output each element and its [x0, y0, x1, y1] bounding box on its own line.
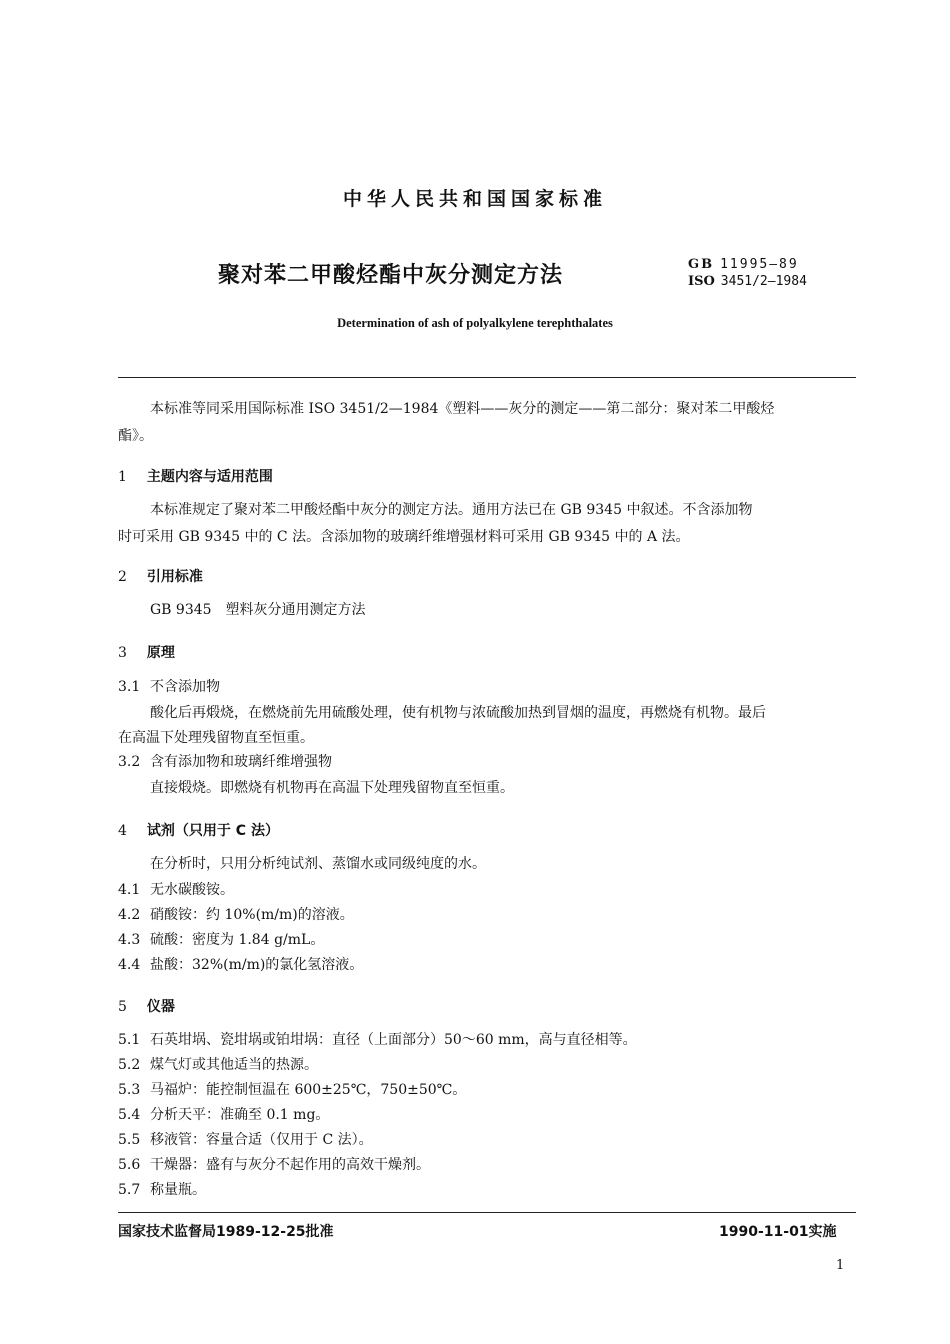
section-1-heading: [118, 466, 273, 486]
clause-number: 5.1: [118, 1032, 141, 1048]
clause-5-4: [118, 1108, 329, 1122]
clause-text: 含有添加物和玻璃纤维增强物: [150, 754, 332, 770]
clause-4-3: [118, 933, 324, 947]
iso-label: ISO: [688, 274, 715, 289]
section-2-heading: [118, 566, 203, 586]
clause-number: 5.4: [118, 1107, 141, 1123]
clause-5-1: [118, 1033, 637, 1047]
clause-4-2: [118, 908, 354, 922]
clause-5-6: [118, 1158, 430, 1172]
clause-3-2: [118, 755, 332, 769]
document-title: 聚对苯二甲酸烃酯中灰分测定方法: [218, 263, 564, 288]
clause-number: 5.3: [118, 1082, 141, 1098]
clause-5-2: [118, 1058, 318, 1072]
approval-date: 国家技术监督局1989-12-25批准: [118, 1224, 334, 1240]
intro-line-1: 本标准等同采用国际标准 ISO 3451/2—1984《塑料——灰分的测定——第二部分：聚对苯二甲酸烃: [150, 401, 775, 417]
effective-date: 1990-11-01实施: [719, 1224, 837, 1240]
clause-text: 分析天平：准确至 0.1 mg。: [150, 1107, 330, 1123]
section-1-line-2: 时可采用 GB 9345 中的 C 法。含添加物的玻璃纤维增强材料可采用 GB 9345 中的 A 法。: [118, 529, 690, 545]
clause-5-3: [118, 1083, 466, 1097]
clause-number: 4.2: [118, 907, 141, 923]
clause-text: 石英坩埚、瓷坩埚或铂坩埚：直径（上面部分）50～60 mm，高与直径相等。: [150, 1032, 637, 1048]
section-title: 主题内容与适用范围: [146, 469, 273, 485]
section-title: 引用标准: [146, 569, 203, 585]
clause-text: 马福炉：能控制恒温在 600±25℃，750±50℃。: [150, 1082, 467, 1098]
clause-3-2-line-1: 直接煅烧。即燃烧有机物再在高温下处理残留物直至恒重。: [150, 780, 514, 796]
bottom-divider: [118, 1212, 856, 1213]
clause-5-5: [118, 1133, 373, 1147]
section-number: 2: [118, 569, 127, 585]
clause-number: 5.7: [118, 1182, 141, 1198]
clause-text: 煤气灯或其他适当的热源。: [150, 1057, 318, 1073]
section-1-line-1: 本标准规定了聚对苯二甲酸烃酯中灰分的测定方法。通用方法已在 GB 9345 中叙述。不含添加物: [150, 502, 753, 518]
section-title: 原理: [146, 645, 175, 661]
clause-number: 4.3: [118, 932, 141, 948]
clause-text: 称量瓶。: [150, 1182, 206, 1198]
gb-standard-code: [688, 257, 799, 272]
clause-number: 5.6: [118, 1157, 141, 1173]
clause-text: 不含添加物: [150, 679, 220, 695]
section-title: 试剂（只用于 C 法）: [146, 823, 279, 839]
clause-text: 硫酸：密度为 1.84 g/mL。: [150, 932, 325, 948]
clause-text: 硝酸铵：约 10%(m/m)的溶液。: [150, 907, 354, 923]
iso-number: 3451/2—1984: [720, 274, 807, 289]
clause-text: 干燥器：盛有与灰分不起作用的高效干燥剂。: [150, 1157, 430, 1173]
section-5-heading: [118, 996, 175, 1016]
iso-standard-code: [688, 274, 807, 289]
clause-3-1-line-2: 在高温下处理残留物直至恒重。: [118, 730, 314, 746]
clause-number: 3.2: [118, 754, 141, 770]
reference-standard: GB 9345 塑料灰分通用测定方法: [150, 602, 366, 618]
issuing-authority-header: 中华人民共和国国家标准: [342, 188, 607, 210]
section-number: 3: [118, 645, 127, 661]
clause-4-1: [118, 883, 234, 897]
clause-3-1-line-1: 酸化后再煅烧，在燃烧前先用硫酸处理，使有机物与浓硫酸加热到冒烟的温度，再燃烧有机物。最后: [150, 705, 766, 721]
section-number: 4: [118, 823, 127, 839]
section-title: 仪器: [146, 999, 175, 1015]
clause-text: 无水碳酸铵。: [150, 882, 234, 898]
top-divider: [118, 377, 856, 378]
clause-text: 移液管：容量合适（仅用于 C 法）。: [150, 1132, 373, 1148]
clause-4-4: [118, 958, 363, 972]
clause-number: 5.5: [118, 1132, 141, 1148]
section-4-heading: [118, 820, 279, 840]
intro-line-2: 酯》。: [118, 428, 153, 444]
clause-5-7: [118, 1183, 206, 1197]
section-4-intro: 在分析时，只用分析纯试剂、蒸馏水或同级纯度的水。: [150, 856, 486, 872]
clause-number: 5.2: [118, 1057, 141, 1073]
section-3-heading: [118, 642, 175, 662]
english-title: Determination of ash of polyalkylene terephthalates: [337, 316, 613, 330]
gb-number: 11995—89: [720, 257, 799, 272]
clause-number: 4.4: [118, 957, 141, 973]
clause-number: 4.1: [118, 882, 141, 898]
clause-text: 盐酸：32%(m/m)的氯化氢溶液。: [150, 957, 364, 973]
gb-label: GB: [688, 257, 715, 272]
page-number: 1: [836, 1258, 845, 1273]
section-number: 5: [118, 999, 127, 1015]
clause-number: 3.1: [118, 679, 141, 695]
clause-3-1: [118, 680, 220, 694]
section-number: 1: [118, 469, 127, 485]
